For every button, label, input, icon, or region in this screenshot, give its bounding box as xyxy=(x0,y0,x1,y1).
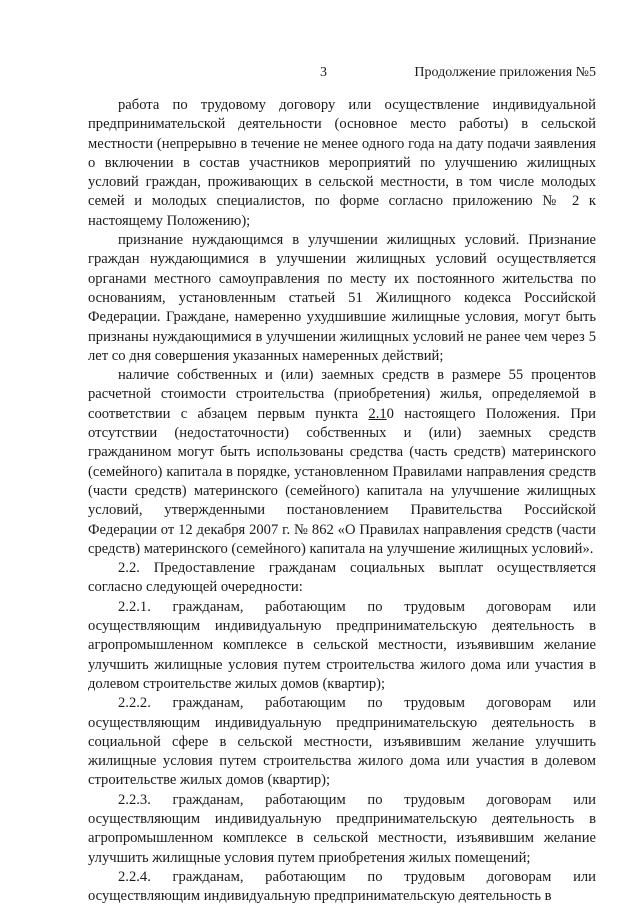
paragraph-2-2-4: 2.2.4. гражданам, работающим по трудовым договорам или осуществляющим индивидуальную предпринимательскую деятельность в xyxy=(88,868,596,905)
document-body xyxy=(88,96,596,906)
running-header: Продолжение приложения №5 xyxy=(414,65,596,80)
paragraph-own-funds xyxy=(88,366,596,559)
paragraph-employment: работа по трудовому договору или осуществление индивидуальной предпринимательской деятельности (основное место работы) в сельской местности (непрерывно в течение не менее одного года на дату подачи заявления о включении в состав участников мероприятий по улучшению жилищных условий граждан, проживающих в сельской местности, в том числе молодых семей и молодых специалистов, по форме согласно приложению № 2 к настоящему Положению); xyxy=(88,97,596,229)
page-number: 3 xyxy=(320,65,327,80)
paragraph-2-2-2: 2.2.2. гражданам, работающим по трудовым договорам или осуществляющим индивидуальную предпринимательскую деятельность в социальной сфере в сельской местности, изъявившим желание улучшить жилищные условия путем строительства жилого дома или участия в долевом строительстве жилых домов (квартир); xyxy=(88,695,596,789)
paragraph-2-2-3: 2.2.3. гражданам, работающим по трудовым договорам или осуществляющим индивидуальную предпринимательскую деятельность в агропромышленном комплексе в сельской местности, изъявившим желание улучшить жилищные условия путем приобретения жилых помещений; xyxy=(88,791,596,866)
clause-reference-link[interactable]: 2.1 xyxy=(368,405,387,422)
paragraph-housing-need: признание нуждающимся в улучшении жилищных условий. Признание граждан нуждающимися в улучшении жилищных условий осуществляется органами местного самоуправления по месту их постоянного жительства по основаниям, установленным статьей 51 Жилищного кодекса Российской Федерации. Граждане, намеренно ухудшившие жилищные условия, могут быть признаны нуждающимися в улучшении жилищных условий не ранее чем через 5 лет со дня совершения указанных намеренных действий; xyxy=(88,232,596,364)
paragraph-2-2: 2.2. Предоставление гражданам социальных выплат осуществляется согласно следующей очередности: xyxy=(88,560,596,596)
paragraph-own-funds-end: 0 настоящего Положения. При отсутствии (недостаточности) собственных и (или) заемных средств гражданином могут быть использованы средства (часть средств) материнского (семейного) капитала в порядке, установленном Правилами направления средств (части средств) материнского (семейного) капитала на улучшение жилищных условий, утвержденными постановлением Правительства Российской Федерации от 12 декабря 2007 г. № 862 «О Правилах направления средств (части средств) материнского (семейного) капитала на улучшение жилищных условий». xyxy=(88,405,596,557)
paragraph-2-2-1: 2.2.1. гражданам, работающим по трудовым договорам или осуществляющим индивидуальную предпринимательскую деятельность в агропромышленном комплексе в сельской местности, изъявившим желание улучшить жилищные условия путем строительства жилого дома или участия в долевом строительстве жилых домов (квартир); xyxy=(88,598,596,692)
paragraph-own-funds-start: наличие собственных и (или) заемных средств в размере 55 процентов расчетной стоимости строительства (приобретения) жилья, определяемой в соответствии с абзацем первым пункта xyxy=(88,367,596,422)
